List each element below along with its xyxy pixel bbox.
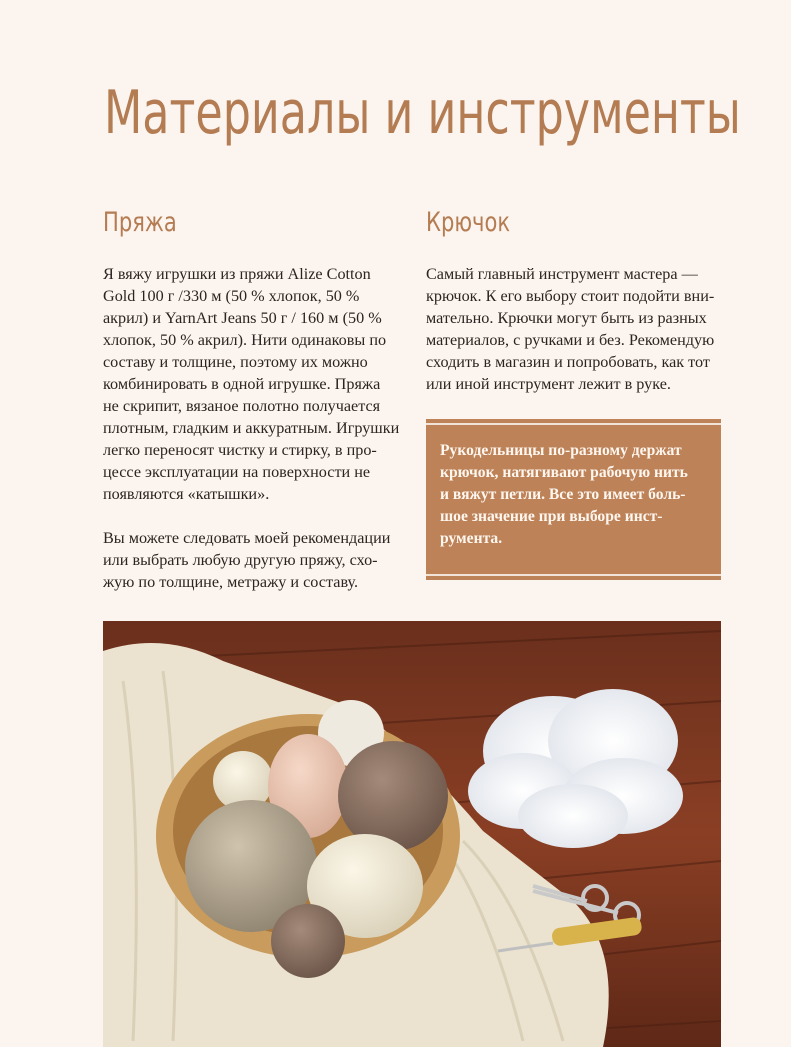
yarn-ball-small-brown [271, 904, 345, 978]
callout-line: и вяжут петли. Все это имеет боль- [440, 486, 686, 503]
text-line: крючок. К его выбору стоит подойти вни- [426, 287, 715, 305]
text-line: Gold 100 г /330 м (50 % хлопок, 50 % [103, 287, 360, 305]
text-line: легко переносят чистку и стирку, в про- [103, 441, 377, 459]
callout-box [426, 419, 721, 580]
text-line: плотным, гладким и аккуратным. Игрушки [103, 419, 400, 437]
hook-paragraph [426, 263, 726, 395]
callout-line: крючок, натягивают рабочую нить [440, 464, 688, 481]
text-line: или выбрать любую другую пряжу, схо- [103, 551, 378, 569]
text-line: хлопок, 50 % акрил). Нити одинаковы по [103, 331, 387, 349]
yarn-paragraph-2 [103, 527, 403, 593]
text-line: жую по толщине, метражу и составу. [103, 573, 359, 591]
text-line: Вы можете следовать моей рекомендации [103, 529, 391, 547]
text-line: цессе эксплуатации на поверхности не [103, 463, 371, 481]
text-line: материалов, с ручками и без. Рекомендую [426, 331, 715, 349]
yarn-ball-brown [338, 741, 448, 851]
yarn-paragraph-1 [103, 263, 403, 505]
text-line: не скрипит, вязаное полотно получается [103, 397, 381, 415]
hook-heading: Крючок [426, 207, 511, 238]
text-line: мательно. Крючки могут быть из разных [426, 309, 707, 327]
hook-text-column [426, 263, 726, 395]
text-line: сходить в магазин и попробовать, как тот [426, 353, 710, 371]
text-line: Самый главный инструмент мастера — [426, 265, 698, 283]
callout-line: шое значение при выборе инст- [440, 508, 663, 525]
yarn-basket-photo [103, 621, 721, 1047]
yarn-heading: Пряжа [103, 207, 177, 238]
text-line: составу и толщине, поэтому их можно [103, 353, 368, 371]
yarn-text-column [103, 263, 403, 593]
callout-rule-bottom [426, 574, 721, 576]
text-line: появляются «катышки». [103, 485, 270, 503]
callout-text [440, 440, 688, 550]
text-line: Я вяжу игрушки из пряжи Alize Cotton [103, 265, 371, 283]
text-line: комбинировать в одной игрушке. Пряжа [103, 375, 381, 393]
text-line: или иной инструмент лежит в руке. [426, 375, 671, 393]
callout-line: румента. [440, 530, 503, 547]
text-line: акрил) и YarnArt Jeans 50 г / 160 м (50 % [103, 309, 382, 327]
page-title: Материалы и инструменты [104, 78, 741, 148]
callout-rule-top [426, 423, 721, 425]
callout-line: Рукодельницы по-разному держат [440, 442, 682, 459]
